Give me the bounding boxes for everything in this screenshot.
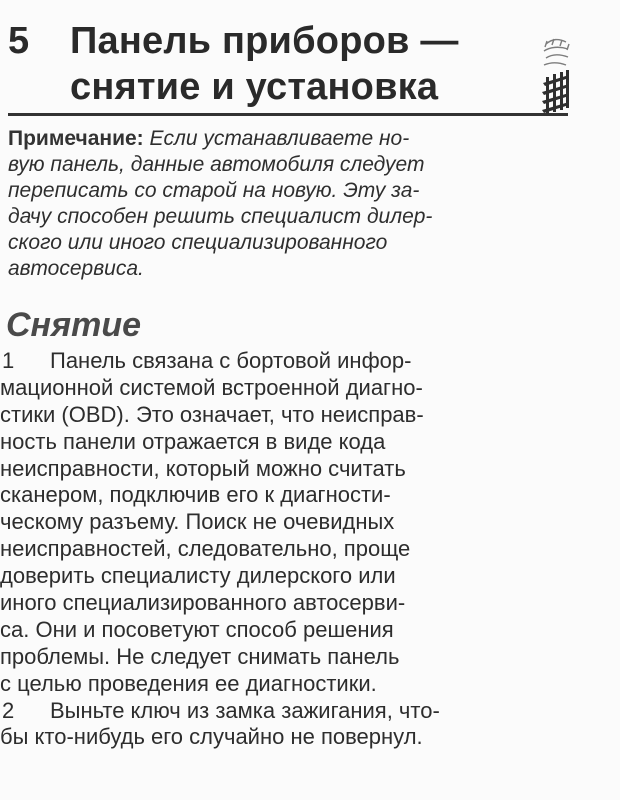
paragraph-1-line-8: неисправностей, следовательно, проще [0, 536, 411, 562]
paragraph-1-line-10: иного специализированного автосерви- [0, 590, 406, 616]
paragraph-1-line-6: сканером, подключив его к диагности- [0, 482, 391, 508]
paragraph-1-text-line-1: Панель связана с бортовой инфор- [50, 348, 412, 373]
note-block [8, 126, 568, 282]
note-line-1 [8, 126, 568, 152]
note-label: Примечание: [8, 127, 144, 150]
paragraph-1-line-2: мационной системой встроенной диагно- [0, 374, 423, 400]
section-number: 5 [8, 20, 30, 62]
note-line-2: вую панель, данные автомобиля следует [8, 153, 425, 176]
paragraph-2-text-line-1: Выньте ключ из замка зажигания, что- [50, 697, 440, 723]
paragraph-1-line-5: неисправности, который можно считать [0, 455, 406, 481]
paragraph-1-line-4: ность панели отражается в виде кода [0, 428, 386, 454]
section-heading: Снятие [6, 306, 142, 344]
section-title-line-2: снятие и установка [70, 66, 439, 108]
note-line-3: переписать со старой на новую. Эту за- [8, 179, 420, 202]
paragraph-1-line-3: стики (OBD). Это означает, что неисправ- [0, 401, 424, 427]
paragraph-1-line-13: с целью проведения ее диагностики. [0, 670, 377, 696]
body-text [0, 348, 575, 751]
paragraph-2-line-1 [0, 698, 575, 725]
paragraph-1-line-11: са. Они и посоветуют способ решения [0, 616, 394, 642]
note-line-4: дачу способен решить специалист дилер- [8, 205, 433, 228]
paragraph-number-2: 2 [2, 697, 15, 723]
paragraph-1-line-7: ческому разъему. Поиск не очевидных [0, 509, 395, 535]
paragraph-1-line-9: доверить специалисту дилерского или [0, 563, 396, 589]
section-title-line-1: Панель приборов — [70, 20, 459, 62]
paragraph-1-line-12: проблемы. Не следует снимать панель [0, 643, 400, 669]
note-text-line: Если устанавливаете но- [143, 127, 410, 150]
note-line-5: ского или иного специализированного [8, 231, 388, 254]
paragraph-1-line-1 [0, 348, 575, 375]
paragraph-2-line-2: бы кто-нибудь его случайно не повернул. [0, 724, 423, 750]
paragraph-number-1: 1 [2, 348, 15, 373]
wrench-tools-icon [538, 34, 574, 116]
note-line-6: автосервиса. [8, 257, 144, 280]
section-header [8, 12, 568, 116]
